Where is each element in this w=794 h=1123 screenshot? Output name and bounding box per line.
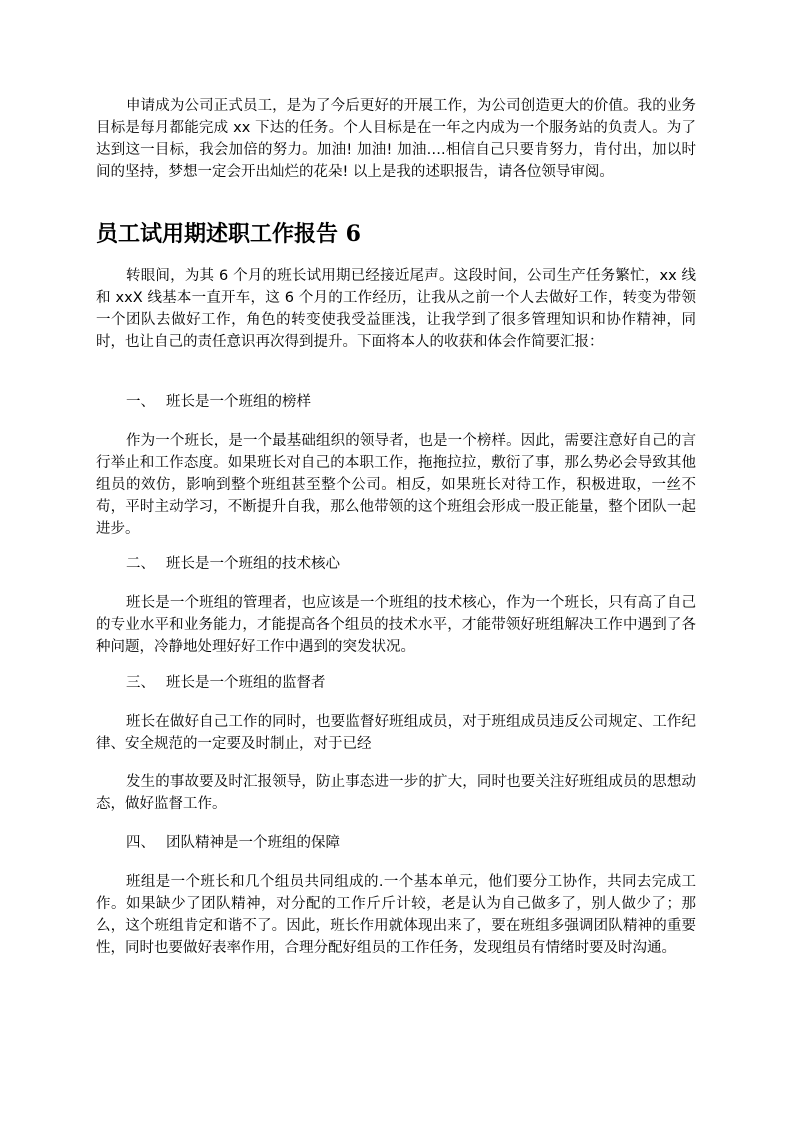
report-title: 员工试用期述职工作报告 6 xyxy=(96,221,361,247)
section-3-paragraph-b: 发生的事故要及时汇报领导，防止事态进一步的扩大，同时也要关注好班组成员的思想动态，做好监督工作。 xyxy=(96,774,696,812)
section-1-heading xyxy=(126,391,686,413)
section-3-number: 三、 xyxy=(126,675,155,691)
intro-paragraph: 申请成为公司正式员工，是为了今后更好的开展工作，为公司创造更大的价值。我的业务目标是每月都能完成 xx 下达的任务。个人目标是在一年之内成为一个服务站的负责人。为了达到这一目标，我会加倍的努力。加油! 加油! 加油….相信自己只要肯努力，肯付出，加以时间的坚持，梦想一定会开出灿烂的花朵! 以上是我的述职报告，请各位领导审阅。 xyxy=(96,98,696,180)
opening-paragraph: 转眼间，为其 6 个月的班长试用期已经接近尾声。这段时间，公司生产任务繁忙，xx 线和 xxX 线基本一直开车，这 6 个月的工作经历，让我从之前一个人去做好工作，转变为带领一个团队去做好工作，角色的转变使我受益匪浅，让我学到了很多管理知识和协作精神，同时，也让自己的责任意识再次得到提升。下面将本人的收获和体会作简要汇报： xyxy=(96,268,696,350)
section-3-title: 班长是一个班组的监督者 xyxy=(166,675,326,691)
section-4-heading xyxy=(126,832,686,854)
section-4-number: 四、 xyxy=(126,835,155,851)
section-4-paragraph: 班组是一个班长和几个组员共同组成的.一个基本单元，他们要分工协作，共同去完成工作。如果缺少了团队精神，对分配的工作斤斤计较，老是认为自己做多了，别人做少了；那么，这个班组肯定和谐不了。因此，班长作用就体现出来了，要在班组多强调团队精神的重要性，同时也要做好表率作用，合理分配好组员的工作任务，发现组员有情绪时要及时沟通。 xyxy=(96,874,696,956)
section-2-title: 班长是一个班组的技术核心 xyxy=(166,556,340,572)
section-1-title: 班长是一个班组的榜样 xyxy=(166,394,311,410)
section-2-heading xyxy=(126,553,686,575)
section-2-paragraph: 班长是一个班组的管理者，也应该是一个班组的技术核心，作为一个班长，只有高了自己的专业水平和业务能力，才能提高各个组员的技术水平，才能带领好班组解决工作中遇到了各种问题，冷静地处理好好工作中遇到的突发状况。 xyxy=(96,595,696,655)
section-1-paragraph: 作为一个班长，是一个最基础组织的领导者，也是一个榜样。因此，需要注意好自己的言行举止和工作态度。如果班长对自己的本职工作，拖拖拉拉，敷衍了事，那么势必会导致其他组员的效仿，影响到整个班组甚至整个公司。相反，如果班长对待工作，积极进取，一丝不苟，平时主动学习，不断提升自我，那么他带领的这个班组会形成一股正能量，整个团队一起进步。 xyxy=(96,433,696,537)
section-1-number: 一、 xyxy=(126,394,155,410)
section-3-paragraph-a: 班长在做好自己工作的同时，也要监督好班组成员，对于班组成员违反公司规定、工作纪律、安全规范的一定要及时制止，对于已经 xyxy=(96,714,696,752)
section-4-title: 团队精神是一个班组的保障 xyxy=(166,835,340,851)
section-3-heading xyxy=(126,672,686,694)
section-2-number: 二、 xyxy=(126,556,155,572)
